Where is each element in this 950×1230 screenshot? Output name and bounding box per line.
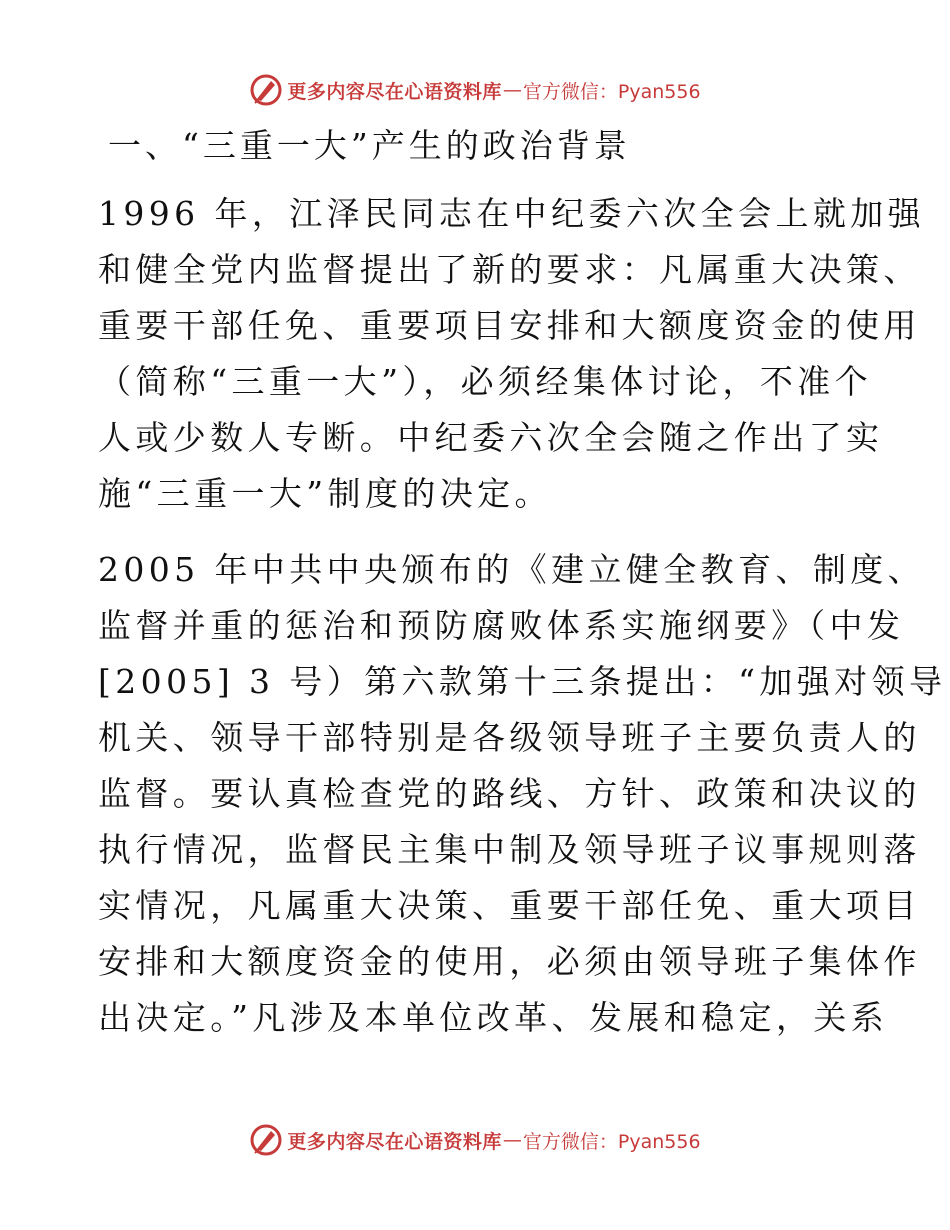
paragraph-line: 监督并重的惩治和预防腐败体系实施纲要》（中发 bbox=[98, 606, 905, 645]
banner-separator: — bbox=[502, 1129, 522, 1151]
footer-watermark-banner bbox=[0, 1118, 950, 1162]
quill-logo-icon bbox=[249, 1123, 283, 1157]
paragraph-line: [2005] 3 号）第六款第十三条提出：“加强对领导 bbox=[98, 662, 947, 701]
paragraph-line: 安排和大额度资金的使用，必须由领导班子集体作 bbox=[98, 942, 921, 981]
paragraph-line: （简称“三重一大”），必须经集体讨论，不准个 bbox=[98, 362, 873, 401]
paragraph-line: 重要干部任免、重要项目安排和大额度资金的使用 bbox=[98, 306, 921, 345]
banner-text: 更多内容尽在心语资料库 bbox=[287, 80, 502, 103]
header-watermark-banner bbox=[0, 68, 950, 112]
quill-logo-icon bbox=[249, 73, 283, 107]
banner-separator: — bbox=[502, 79, 522, 101]
document-body bbox=[98, 120, 947, 1046]
banner-text: 更多内容尽在心语资料库 bbox=[287, 1130, 502, 1153]
paragraph-line: 2005 年中共中央颁布的《建立健全教育、制度、 bbox=[98, 550, 926, 589]
paragraph-line: 施“三重一大”制度的决定。 bbox=[98, 474, 552, 513]
banner-wechat: 官方微信：Pyan556 bbox=[522, 1130, 701, 1153]
paragraph-line: 人或少数人专断。中纪委六次全会随之作出了实 bbox=[98, 418, 884, 457]
paragraph-line: 机关、领导干部特别是各级领导班子主要负责人的 bbox=[98, 718, 921, 757]
paragraph-2 bbox=[98, 542, 947, 1046]
section-heading: 一、“三重一大”产生的政治背景 bbox=[108, 126, 631, 165]
banner-wechat: 官方微信：Pyan556 bbox=[522, 80, 701, 103]
paragraph-line: 监督。要认真检查党的路线、方针、政策和决议的 bbox=[98, 774, 921, 813]
paragraph-line: 出决定。”凡涉及本单位改革、发展和稳定，关系 bbox=[98, 998, 889, 1037]
paragraph-line: 实情况，凡属重大决策、重要干部任免、重大项目 bbox=[98, 886, 921, 925]
paragraph-line: 和健全党内监督提出了新的要求：凡属重大决策、 bbox=[98, 250, 921, 289]
paragraph-line: 1996 年，江泽民同志在中纪委六次全会上就加强 bbox=[98, 194, 926, 233]
paragraph-1 bbox=[98, 186, 926, 522]
paragraph-line: 执行情况，监督民主集中制及领导班子议事规则落 bbox=[98, 830, 921, 869]
